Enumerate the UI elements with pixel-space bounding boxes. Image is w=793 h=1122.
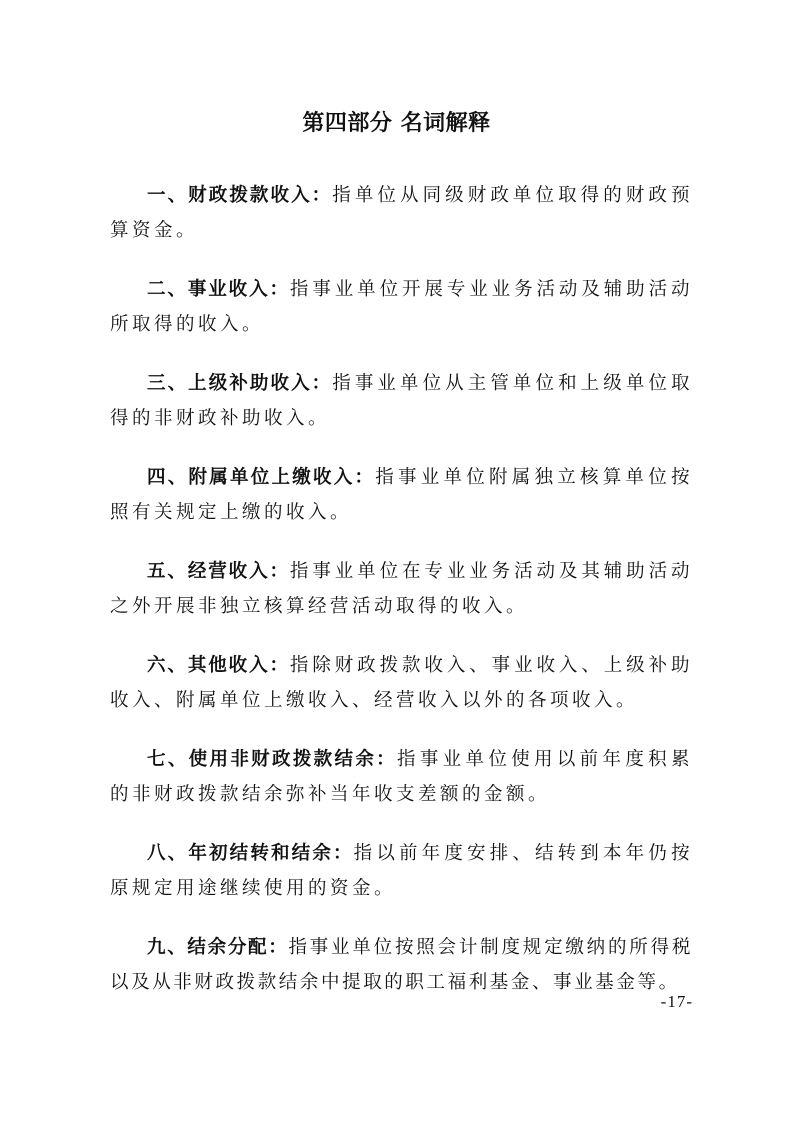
definition-text: 指事业单位使用以前年度积累的非财政拨款结余弥补当年收支差额的金额。	[110, 749, 693, 805]
definition-item	[110, 648, 693, 718]
definition-text: 指单位从同级财政单位取得的财政预算资金。	[110, 185, 693, 241]
definition-text: 指事业单位开展专业业务活动及辅助活动所取得的收入。	[110, 279, 693, 335]
definition-term: 三、上级补助收入：	[147, 373, 333, 394]
definition-item	[110, 272, 693, 342]
definition-term: 九、结余分配：	[147, 937, 289, 958]
definition-item	[110, 366, 693, 436]
definition-item	[110, 554, 693, 624]
definition-term: 一、财政拨款收入：	[147, 185, 333, 206]
definitions-list	[110, 178, 693, 1024]
definition-term: 八、年初结转和结余：	[147, 843, 354, 864]
page-title: 第四部分 名词解释	[302, 111, 491, 136]
definition-term: 四、附属单位上缴收入：	[147, 467, 376, 488]
definition-term: 七、使用非财政拨款结余：	[147, 749, 397, 770]
definition-term: 六、其他收入：	[147, 655, 290, 676]
definition-text: 指除财政拨款收入、事业收入、上级补助收入、附属单位上缴收入、经营收入以外的各项收入。	[110, 655, 693, 711]
definition-term: 五、经营收入：	[147, 561, 290, 582]
definition-text: 指事业单位从主管单位和上级单位取得的非财政补助收入。	[110, 373, 693, 429]
definition-item	[110, 930, 693, 1000]
definition-item	[110, 460, 693, 530]
definition-item	[110, 178, 693, 248]
definition-item	[110, 742, 693, 812]
definition-text: 指事业单位在专业业务活动及其辅助活动之外开展非独立核算经营活动取得的收入。	[110, 561, 693, 617]
definition-text: 指事业单位附属独立核算单位按照有关规定上缴的收入。	[110, 467, 693, 523]
definition-text: 指以前年度安排、结转到本年仍按原规定用途继续使用的资金。	[110, 843, 693, 899]
definition-text: 指事业单位按照会计制度规定缴纳的所得税以及从非财政拨款结余中提取的职工福利基金、事业基金等。	[110, 937, 693, 993]
definition-item	[110, 836, 693, 906]
definition-term: 二、事业收入：	[147, 279, 290, 300]
page-number: -17-	[660, 992, 693, 1011]
